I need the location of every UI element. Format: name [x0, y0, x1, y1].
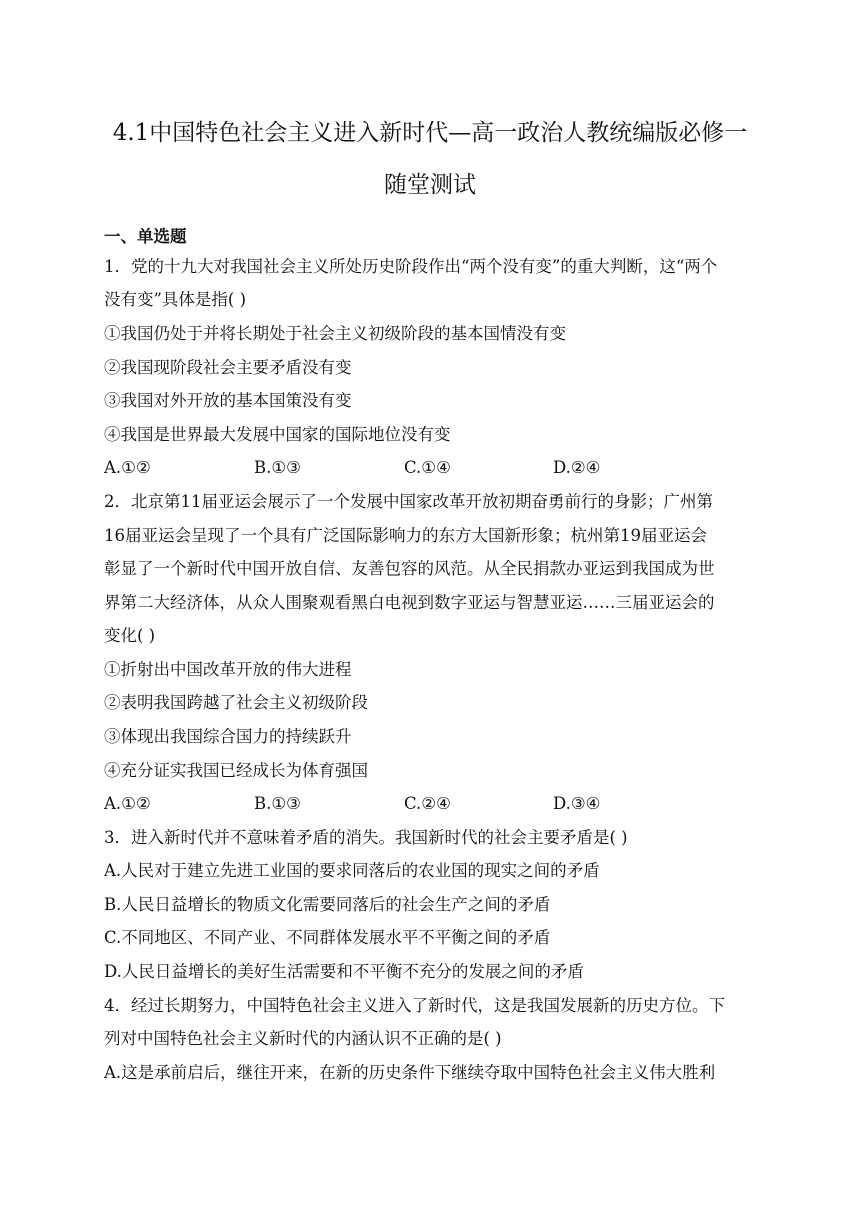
q2-item: ④充分证实我国已经成长为体育强国	[104, 761, 368, 780]
q1-stem-line: 1．党的十九大对我国社会主义所处历史阶段作出“两个没有变”的重大判断，这“两个	[104, 257, 718, 276]
q1-item: ③我国对外开放的基本国策没有变	[104, 391, 352, 410]
q2-item: ②表明我国跨越了社会主义初级阶段	[104, 693, 368, 712]
q2-stem-line: 16届亚运会呈现了一个具有广泛国际影响力的东方大国新形象；杭州第19届亚运会	[104, 526, 707, 545]
q4-stem-line: 4．经过长期努力，中国特色社会主义进入了新时代，这是我国发展新的历史方位。下	[104, 996, 725, 1015]
q2-option-d: D.③④	[553, 794, 601, 813]
q1-option-a: A.①②	[104, 458, 151, 477]
q1-stem-line: 没有变”具体是指( )	[104, 290, 247, 309]
q2-option-c: C.②④	[404, 794, 451, 813]
document-title-line-1: 4.1中国特色社会主义进入新时代—高一政治人教统编版必修一	[112, 120, 748, 146]
q2-stem-line: 界第二大经济体，从众人围聚观看黑白电视到数字亚运与智慧亚运……三届亚运会的	[104, 593, 715, 612]
q1-option-c: C.①④	[404, 458, 451, 477]
q1-item: ④我国是世界最大发展中国家的国际地位没有变	[104, 425, 451, 444]
q1-item: ②我国现阶段社会主要矛盾没有变	[104, 358, 352, 377]
q4-choice-a: A.这是承前启后，继往开来，在新的历史条件下继续夺取中国特色社会主义伟大胜利	[104, 1063, 716, 1082]
q1-option-b: B.①③	[254, 458, 301, 477]
q3-choice-b: B.人民日益增长的物质文化需要同落后的社会生产之间的矛盾	[104, 895, 551, 914]
q3-choice-a: A.人民对于建立先进工业国的要求同落后的农业国的现实之间的矛盾	[104, 861, 600, 880]
q1-options	[104, 457, 754, 479]
q3-choice-c: C.不同地区、不同产业、不同群体发展水平不平衡之间的矛盾	[104, 928, 551, 947]
q2-option-a: A.①②	[104, 794, 151, 813]
q2-stem-line: 变化( )	[104, 626, 156, 645]
q1-item: ①我国仍处于并将长期处于社会主义初级阶段的基本国情没有变	[104, 324, 566, 343]
q1-option-d: D.②④	[553, 458, 601, 477]
q4-stem-line: 列对中国特色社会主义新时代的内涵认识不正确的是( )	[104, 1029, 502, 1048]
document-title-line-2: 随堂测试	[384, 172, 476, 198]
q2-stem-line: 彰显了一个新时代中国开放自信、友善包容的风范。从全民捐款办亚运到我国成为世	[104, 559, 715, 578]
q3-choice-d: D.人民日益增长的美好生活需要和不平衡不充分的发展之间的矛盾	[104, 962, 584, 981]
q2-stem-line: 2．北京第11届亚运会展示了一个发展中国家改革开放初期奋勇前行的身影；广州第	[104, 492, 713, 511]
q2-item: ③体现出我国综合国力的持续跃升	[104, 727, 352, 746]
q3-stem-line: 3．进入新时代并不意味着矛盾的消失。我国新时代的社会主要矛盾是( )	[104, 828, 628, 847]
q2-item: ①折射出中国改革开放的伟大进程	[104, 660, 352, 679]
section-heading: 一、单选题	[104, 227, 187, 246]
q2-options	[104, 793, 754, 815]
q2-option-b: B.①③	[254, 794, 301, 813]
